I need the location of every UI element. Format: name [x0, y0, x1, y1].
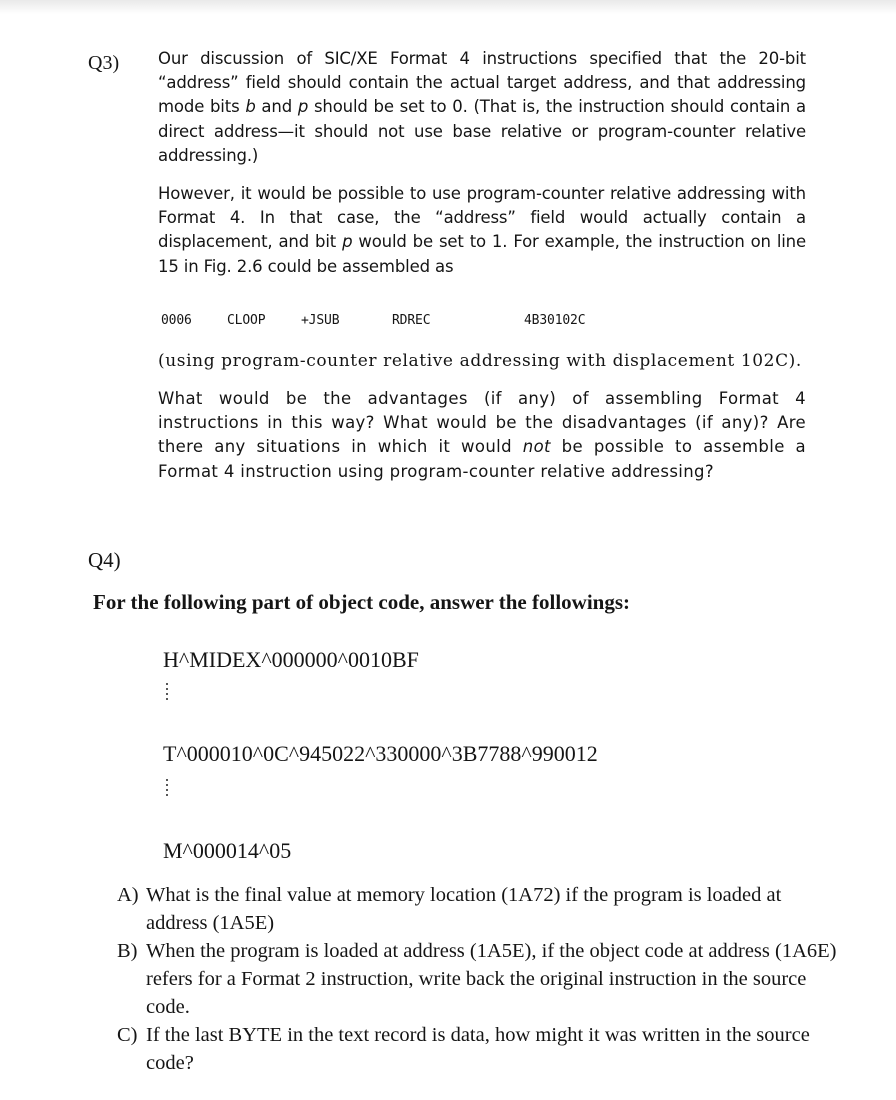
question-4-intro: For the following part of object code, answer the followings:: [93, 590, 630, 614]
subquestion-a: [117, 881, 847, 937]
subquestion-label: A): [117, 884, 139, 906]
question-3-body: [158, 47, 806, 484]
question-4-subquestions: [117, 881, 847, 1077]
vertical-ellipsis: [166, 683, 170, 703]
variable-p: p: [297, 97, 309, 117]
question-3-paragraph-3: What would be the advantages (if any) of assembling Format 4 instructions in this way? What would be the disadvantages (if any)? Are there any situations in which it would not be possible to assemble a Format 4 instruction using program-counter relative addressing?: [158, 389, 806, 481]
question-3-paragraph-2: However, it would be possible to use program-counter relative addressing with Format 4. In that case, the “address” field would actually contain a displacement, and bit p would be set to 1. For example, the instruction on line 15 in Fig. 2.6 could be assembled as: [158, 184, 806, 276]
question-3-number: Q3): [88, 52, 120, 74]
vertical-ellipsis: [166, 779, 170, 799]
subquestion-text: When the program is loaded at address (1A5E), if the object code at address (1A6E) refers for a Format 2 instruction, write back the original instruction in the source code.: [146, 940, 837, 1018]
question-4-number: Q4): [88, 548, 121, 572]
subquestion-label: B): [117, 940, 138, 962]
code-operand: RDREC: [392, 312, 431, 328]
subquestion-label: C): [117, 1024, 138, 1046]
subquestion-b: [117, 937, 847, 1021]
addressing-note: (using program-counter relative addressing with displacement 102C).: [158, 350, 802, 371]
header-record: H^MIDEX^000000^0010BF: [163, 647, 419, 672]
code-location: 0006: [161, 312, 192, 328]
code-object-code: 4B30102C: [524, 312, 586, 328]
subquestion-text: If the last BYTE in the text record is data, how might it was written in the source code?: [146, 1024, 810, 1074]
question-3-paragraph-1: Our discussion of SIC/XE Format 4 instructions specified that the 20-bit “address” field should contain the actual target address, and that addressing mode bits b and p should be set to 0. (That is, the instruction should contain a direct address—it should not use base relative or program-counter relative addressing.): [158, 49, 806, 165]
modification-record: M^000014^05: [163, 838, 292, 863]
variable-b: b: [245, 97, 256, 117]
code-opcode: +JSUB: [301, 312, 340, 328]
subquestion-text: What is the final value at memory location (1A72) if the program is loaded at address (1A5E): [146, 884, 782, 934]
assembly-code-line: [158, 311, 806, 331]
text-record: T^000010^0C^945022^330000^3B7788^990012: [163, 741, 598, 766]
variable-p-2: p: [342, 232, 353, 252]
code-label: CLOOP: [227, 312, 266, 328]
emphasis-not: not: [522, 437, 551, 457]
subquestion-c: [117, 1021, 847, 1077]
